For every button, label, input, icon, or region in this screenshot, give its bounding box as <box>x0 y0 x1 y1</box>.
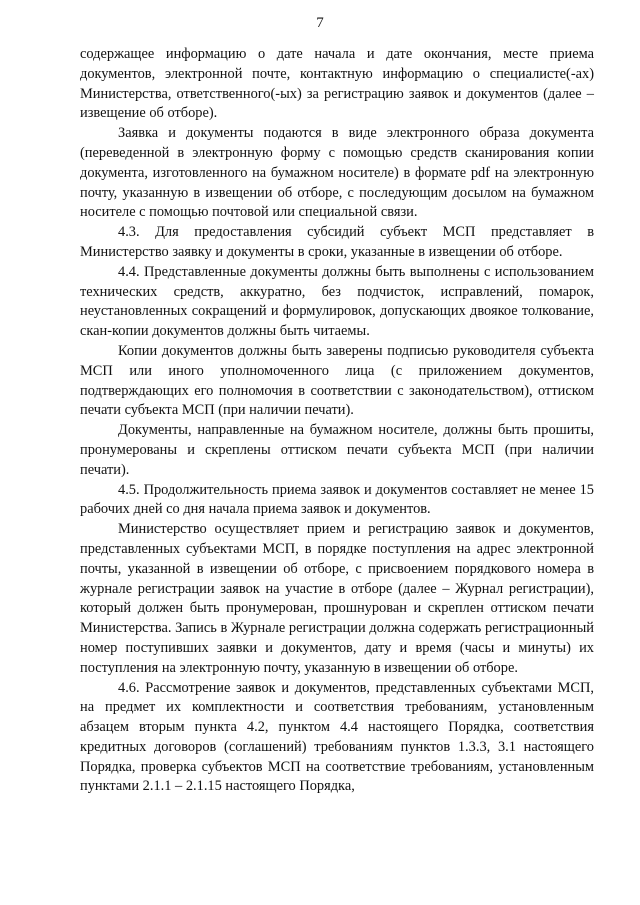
paragraph-copies-certification: Копии документов должны быть заверены подписью руководителя субъекта МСП или иного уполномоченного лица (с приложением документов, подтверждающих его полномочия в соответствии с законодательством), оттиском печати субъекта МСП (при наличии печати). <box>80 342 594 419</box>
page-number: 7 <box>316 15 324 31</box>
paragraph-submission-format: Заявка и документы подаются в виде электронного образа документа (переведенной в электронную форму с помощью средств сканирования копии документа, изготовленного на бумажном носителе) в формате pdf на электронную почту, указанную в извещении об отборе, с последующим досылом на бумажном носителе с помощью почтовой или специальной связи. <box>80 125 594 221</box>
document-body <box>80 45 594 797</box>
paragraph-4-3: 4.3. Для предоставления субсидий субъект МСП представляет в Министерство заявку и документы в сроки, указанные в извещении об отборе. <box>80 224 594 260</box>
paragraph-4-6: 4.6. Рассмотрение заявок и документов, представленных субъектами МСП, на предмет их комплектности и соответствия требованиям, установленным абзацем вторым пункта 4.2, пунктом 4.4 настоящего Порядка, соответствия кредитных договоров (соглашений) требованиям пунктов 1.3.3, 3.1 настоящего Порядка, проверка субъектов МСП на соответствие требованиям, установленным пунктами 2.1.1 – 2.1.15 настоящего Порядка, <box>80 679 594 795</box>
paragraph-4-5: 4.5. Продолжительность приема заявок и документов составляет не менее 15 рабочих дней со дня начала приема заявок и документов. <box>80 481 594 518</box>
paragraph-paper-documents: Документы, направленные на бумажном носителе, должны быть прошиты, пронумерованы и скреплены оттиском печати субъекта МСП (при наличии печати). <box>80 422 594 478</box>
paragraph-continuation: содержащее информацию о дате начала и дате окончания, месте приема документов, электронной почте, контактную информацию о специалисте(-ах) Министерства, ответственного(-ых) за регистрацию заявок и документов (далее – извещение об отборе). <box>80 46 594 122</box>
paragraph-4-4: 4.4. Представленные документы должны быть выполнены с использованием технических средств, аккуратно, без подчисток, исправлений, помарок, неустановленных сокращений и формулировок, допускающих двоякое толкование, скан-копии документов должны быть читаемы. <box>80 263 594 340</box>
paragraph-registration: Министерство осуществляет прием и регистрацию заявок и документов, представленных субъектами МСП, в порядке поступления на адрес электронной почты, указанной в извещении об отборе, с присвоением порядкового номера в журнале регистрации заявок на участие в отборе (далее – Журнал регистрации), который должен быть пронумерован, прошнурован и скреплен оттиском печати Министерства. Запись в Журнале регистрации должна содержать регистрационный номер поступивших заявки и документов, дату и время (часы и минуты) их поступления на электронную почту, указанную в извещении об отборе. <box>80 521 594 676</box>
